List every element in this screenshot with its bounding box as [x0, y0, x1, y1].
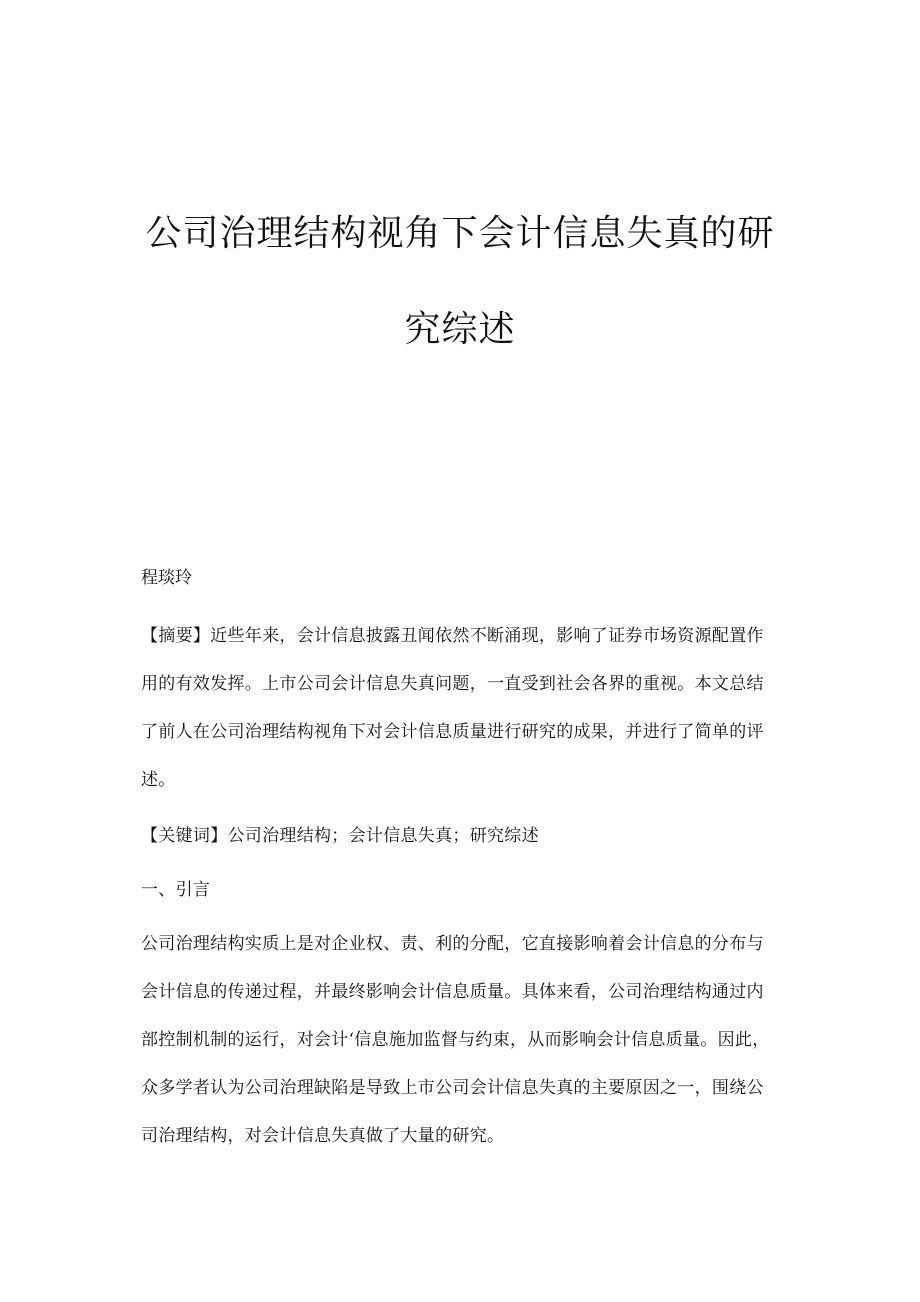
abstract-paragraph — [141, 612, 781, 804]
abstract-label: 【摘要】 — [141, 626, 211, 646]
title-line-1: 公司治理结构视角下会计信息失真的研 — [145, 213, 775, 254]
document-title — [130, 208, 790, 356]
section-heading-introduction: 一、引言 — [141, 880, 211, 900]
author-name: 程琰玲 — [141, 568, 192, 588]
keywords-text: 公司治理结构；会计信息失真；研究综述 — [227, 826, 539, 846]
keywords-paragraph — [141, 812, 781, 860]
introduction-paragraph: 公司治理结构实质上是对企业权、责、利的分配，它直接影响着会计信息的分布与会计信息的传递过程，并最终影响会计信息质量。具体来看，公司治理结构通过内部控制机制的运行，对会计‘信息施加监督与约束，从而影响会计信息质量。因此，众多学者认为公司治理缺陷是导致上市公司会计信息失真的主要原因之一，围绕公司治理结构，对会计信息失真做了大量的研究。 — [141, 934, 770, 1146]
keywords-label: 【关键词】 — [141, 826, 228, 846]
abstract-text: 近些年来，会计信息披露丑闻依然不断涌现，影响了证券市场资源配置作用的有效发挥。上市公司会计信息失真问题，一直受到社会各界的重视。本文总结了前人在公司治理结构视角下对会计信息质量进行研究的成果，并进行了简单的评述。 — [141, 626, 764, 790]
title-line-2: 究综述 — [404, 309, 516, 350]
